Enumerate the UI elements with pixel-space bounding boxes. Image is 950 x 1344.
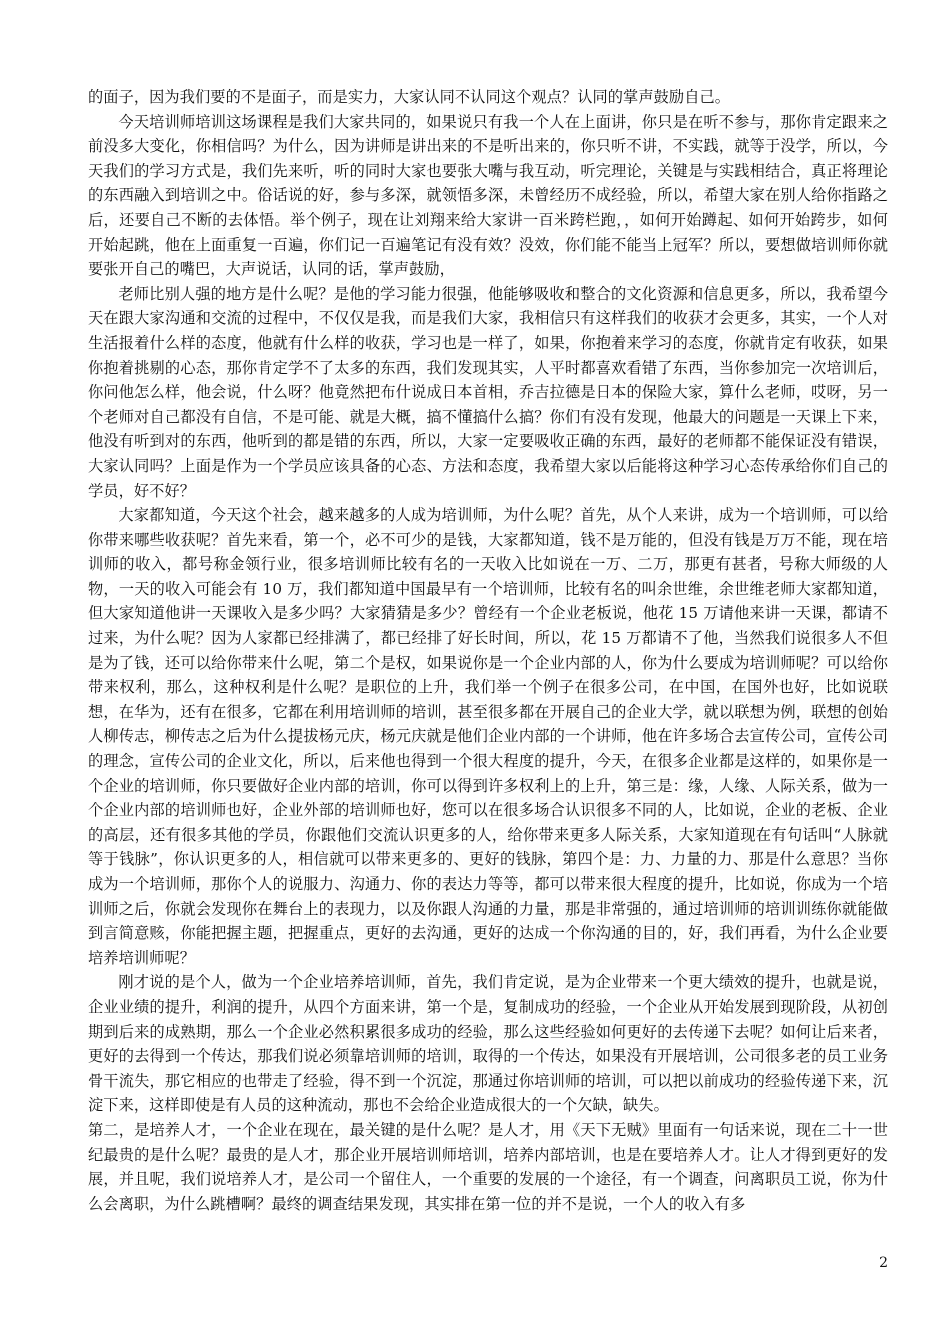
document-page [88,85,888,1216]
paragraph-learning-attitude: 老师比别人强的地方是什么呢？是他的学习能力很强，他能够吸收和整合的文化资源和信息更多，所以，我希望今天在跟大家沟通和交流的过程中，不仅仅是我，而是我们大家，我相信只有这样我们的收获才会更多，其实，一个人对生活报着什么样的态度，他就有什么样的收获，学习也是一样了，如果，你抱着来学习的态度，你就肯定有收获，如果你抱着挑剔的心态，那你肯定学不了太多的东西，我们发现其实，人平时都喜欢看错了东西，当你参加完一次培训后，你问他怎么样，他会说，什么呀？他竟然把布什说成日本首相，乔吉拉德是日本的保险大家，算什么老师，哎呀，另一个老师对自己都没有自信，不是可能、就是大概，搞不懂搞什么搞？你们有没有发现，他最大的问题是一天课上下来，他没有听到对的东西，他听到的都是错的东西，所以，大家一定要吸收正确的东西，最好的老师都不能保证没有错误，大家认同吗？上面是作为一个学员应该具备的心态、方法和态度，我希望大家以后能将这种学习心态传承给你们自己的学员，好不好？ [88,284,888,500]
paragraph-talent-cultivation: 第二，是培养人才，一个企业在现在，最关键的是什么呢？是人才，用《天下无贼》里面有一句话来说，现在二十一世纪最贵的是什么呢？最贵的是人才，那企业开展培训师培训，培养内部培训，也是在要培养人才。让人才得到更好的发展，并且呢，我们说培养人才，是公司一个留住人，一个重要的发展的一个途径，有一个调查，问离职员工说，你为什么会离职，为什么跳槽啊？最终的调查结果发现，其实排在第一位的并不是说，一个人的收入有多 [88,1120,888,1213]
page-number: 2 [879,1255,888,1271]
paragraph-continuation: 的面子，因为我们要的不是面子，而是实力，大家认同不认同这个观点？认同的掌声鼓励自己。 [88,88,731,106]
paragraph-participation: 今天培训师培训这场课程是我们大家共同的，如果说只有我一个人在上面讲，你只是在听不参与，那你肯定跟来之前没多大变化，你相信吗？为什么，因为讲师是讲出来的不是听出来的，你只听不讲，不实践，就等于没学，所以，今天我们的学习方式是，我们先来听，听的同时大家也要张大嘴与我互动，听完理论，关键是与实践相结合，真正将理论的东西融入到培训之中。俗话说的好，参与多深，就领悟多深，未曾经历不成经验，所以，希望大家在别人给你指路之后，还要自己不断的去体悟。举个例子，现在让刘翔来给大家讲一百米跨栏跑，，如何开始蹲起、如何开始跨步，如何开始起跳，他在上面重复一百遍，你们记一百遍笔记有没有效？没效，你们能不能当上冠军？所以，要想做培训师你就要张开自己的嘴巴，大声说话，认同的话，掌声鼓励， [88,112,888,279]
paragraph-enterprise-benefits: 刚才说的是个人，做为一个企业培养培训师，首先，我们肯定说，是为企业带来一个更大绩效的提升，也就是说，企业业绩的提升，利润的提升，从四个方面来讲，第一个是，复制成功的经验，一个企业从开始发展到现阶段，从初创期到后来的成熟期，那么一个企业必然积累很多成功的经验，那么这些经验如何更好的去传递下去呢？如何让后来者，更好的去得到一个传达，那我们说必须靠培训师的培训，取得的一个传达，如果没有开展培训，公司很多老的员工业务骨干流失，那它相应的也带走了经验，得不到一个沉淀，那通过你培训师的培训，可以把以前成功的经验传递下来，沉淀下来，这样即使是有人员的这种流动，那也不会给企业造成很大的一个欠缺，缺失。 [88,973,888,1115]
paragraph-personal-benefits: 大家都知道，今天这个社会，越来越多的人成为培训师，为什么呢？首先，从个人来讲，成为一个培训师，可以给你带来哪些收获呢？首先来看，第一个，必不可少的是钱，大家都知道，钱不是万能的，但没有钱是万万不能，现在培训师的收入，都号称金领行业，很多培训师比较有名的一天收入比如说在一万、二万，那更有甚者，号称大师级的人物，一天的收入可能会有 10 万，我们都知道中国最早有一个培训师，比较有名的叫余世维，余世维老师大家都知道，但大家知道他讲一天课收入是多少吗？大家猜猜是多少？曾经有一个企业老板说，他花 15 万请他来讲一天课，都请不过来，为什么呢？因为人家都已经排满了，都已经排了好长时间，所以，花 15 万都请不了他，当然我们说很多人不但是为了钱，还可以给你带来什么呢，第二个是权，如果说你是一个企业内部的人，你为什么要成为培训师呢？可以给你带来权利，那么，这种权利是什么呢？是职位的上升，我们举一个例子在很多公司，在中国，在国外也好，比如说联想，在华为，还有在很多，它都在利用培训师的培训，甚至很多都在开展自己的企业大学，就以联想为例，联想的创始人柳传志，柳传志之后为什么提拔杨元庆，杨元庆就是他们企业内部的一个讲师，他在许多场合去宣传公司，宣传公司的理念，宣传公司的企业文化，所以，后来他也得到一个很大程度的提升，今天，在很多企业都是这样的，如果你是一个企业的培训师，你只要做好企业内部的培训，你可以得到许多权利上的上升，第三是：缘，人缘、人际关系，做为一个企业内部的培训师也好，企业外部的培训师也好，您可以在很多场合认识很多不同的人，比如说，企业的老板、企业的高层，还有很多其他的学员，你跟他们交流认识更多的人，给你带来更多人际关系，大家知道现在有句话叫“人脉就等于钱脉”，你认识更多的人，相信就可以带来更多的、更好的钱脉，第四个是：力、力量的力、那是什么意思？当你成为一个培训师，那你个人的说服力、沟通力、你的表达力等等，都可以带来很大程度的提升，比如说，你成为一个培训师之后，你就会发现你在舞台上的表现力，以及你跟人沟通的力量，那是非常强的，通过培训师的培训训练你就能做到言简意赅，你能把握主题，把握重点，更好的去沟通，更好的达成一个你沟通的目的，好，我们再看，为什么企业要培养培训师呢？ [88,506,888,967]
